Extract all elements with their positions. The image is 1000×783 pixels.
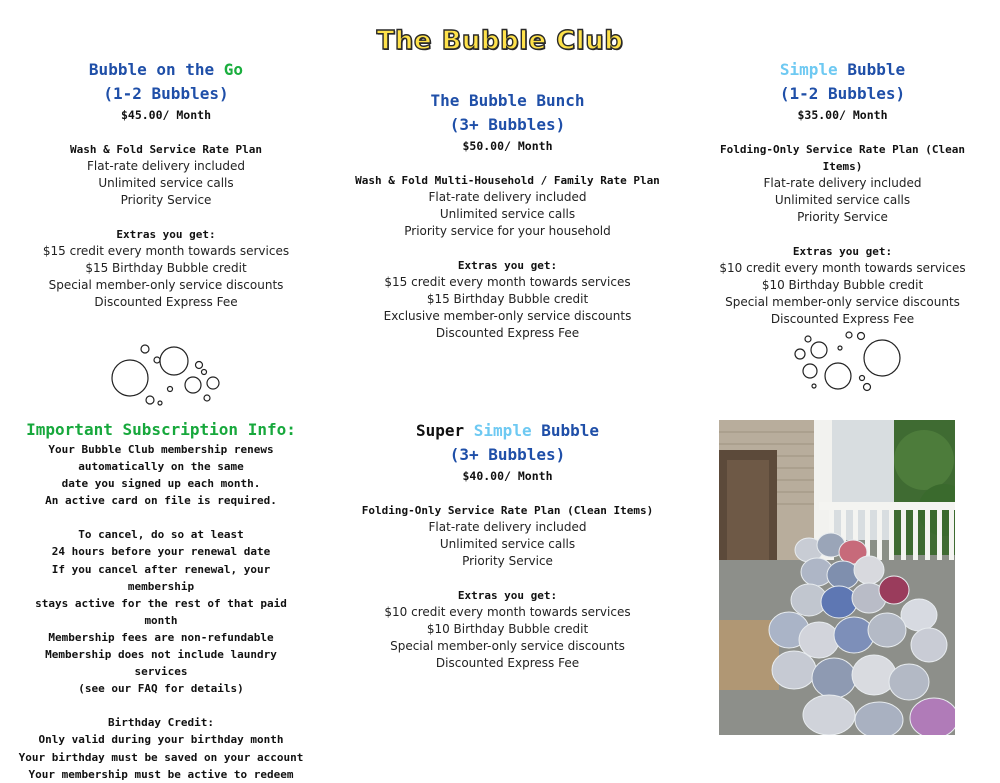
- extra-item: Discounted Express Fee: [94, 295, 238, 309]
- rate-plan: Folding-Only Service Rate Plan (Clean Items): [361, 504, 654, 517]
- extra-item: $10 credit every month towards services: [719, 261, 966, 275]
- birthday-title: Birthday Credit:: [108, 716, 214, 730]
- feature-item: Flat-rate delivery included: [87, 159, 245, 173]
- extra-item: $10 credit every month towards services: [384, 605, 631, 619]
- bubbles-icon: [105, 340, 225, 412]
- plan-price: $35.00/ Month: [797, 108, 888, 122]
- plan-title-part: Bubble: [541, 421, 600, 440]
- rate-plan: Wash & Fold Service Rate Plan: [69, 143, 263, 156]
- plan-bubbles: (3+ Bubbles): [449, 445, 566, 464]
- feature-item: Priority service for your household: [404, 224, 611, 238]
- feature-item: Priority Service: [120, 193, 212, 207]
- rate-plan: Wash & Fold Multi-Household / Family Rate Plan: [355, 174, 660, 187]
- info-line: Your birthday must be saved on your account: [18, 750, 304, 764]
- plan-title-accent: Simple: [473, 421, 532, 440]
- info-line: (see our FAQ for details): [78, 682, 244, 696]
- feature-item: Unlimited service calls: [439, 537, 576, 551]
- feature-item: Flat-rate delivery included: [428, 190, 587, 204]
- plan-bubbles: (1-2 Bubbles): [103, 84, 229, 103]
- plan-price: $50.00/ Month: [462, 139, 553, 153]
- info-line: If you cancel after renewal, your membership: [51, 562, 271, 593]
- info-line: automatically on the same: [78, 460, 244, 474]
- feature-item: Flat-rate delivery included: [428, 520, 587, 534]
- plan-title: The Bubble Bunch: [430, 91, 585, 110]
- card-required-note: An active card on file is required.: [45, 494, 277, 508]
- extra-item: $10 Birthday Bubble credit: [426, 622, 589, 636]
- extra-item: $15 Birthday Bubble credit: [426, 292, 589, 306]
- extra-item: Exclusive member-only service discounts: [383, 309, 632, 323]
- plan-title-accent: Simple: [779, 60, 838, 79]
- feature-item: Flat-rate delivery included: [763, 176, 922, 190]
- page-title: The Bubble Club: [376, 26, 624, 56]
- plan-price: $40.00/ Month: [462, 469, 553, 483]
- plan-title: [355, 419, 660, 443]
- info-line: To cancel, do so at least: [78, 528, 244, 542]
- extras-title: Extras you get:: [792, 245, 893, 258]
- info-line: Your membership must be active to redeem: [28, 767, 294, 781]
- extra-item: $15 credit every month towards services: [42, 244, 290, 258]
- extra-item: Discounted Express Fee: [435, 656, 580, 670]
- info-title: Important Subscription Info:: [26, 420, 296, 439]
- extra-item: Special member-only service discounts: [48, 278, 284, 292]
- feature-item: Unlimited service calls: [439, 207, 576, 221]
- feature-item: Unlimited service calls: [98, 176, 234, 190]
- extra-item: Discounted Express Fee: [770, 312, 915, 326]
- plan-bubble-bunch: [355, 89, 660, 342]
- extra-item: $15 credit every month towards services: [384, 275, 631, 289]
- extras-title: Extras you get:: [116, 228, 216, 241]
- non-refundable-note: Membership fees are non-refundable: [48, 630, 274, 644]
- info-line: stays active for the rest of that paid month: [35, 596, 287, 627]
- info-line: date you signed up each month.: [61, 477, 261, 491]
- subscription-info: [16, 419, 306, 783]
- feature-item: Priority Service: [797, 210, 888, 224]
- info-line: Membership does not include laundry services: [45, 648, 277, 679]
- plan-bubble-on-the-go: [26, 58, 306, 311]
- plan-title: [26, 58, 306, 82]
- plan-super-simple-bubble: [355, 419, 660, 672]
- feature-item: Priority Service: [462, 554, 553, 568]
- extra-item: $15 Birthday Bubble credit: [85, 261, 247, 275]
- plan-simple-bubble: [700, 58, 985, 328]
- plan-title-accent: Go: [223, 60, 244, 79]
- extras-title: Extras you get:: [457, 259, 558, 272]
- info-line: 24 hours before your renewal date: [51, 545, 271, 559]
- info-line: Only valid during your birthday month: [38, 733, 284, 747]
- extra-item: Special member-only service discounts: [390, 639, 625, 653]
- rate-plan: Folding-Only Service Rate Plan (Clean Items): [719, 143, 966, 173]
- extra-item: $10 Birthday Bubble credit: [761, 278, 924, 292]
- plan-title-part: Bubble: [847, 60, 906, 79]
- plan-price: $45.00/ Month: [120, 108, 211, 122]
- plan-title-part: Super: [415, 421, 465, 440]
- porch-laundry-bags-photo: [719, 420, 955, 735]
- info-line: Your Bubble Club membership renews: [48, 443, 274, 456]
- extra-item: Special member-only service discounts: [725, 295, 960, 309]
- bubbles-icon: [788, 328, 908, 396]
- extras-title: Extras you get:: [457, 589, 558, 602]
- extra-item: Discounted Express Fee: [435, 326, 580, 340]
- plan-title-part: Bubble on the: [88, 60, 215, 79]
- plan-bubbles: (3+ Bubbles): [449, 115, 566, 134]
- plan-title: [700, 58, 985, 82]
- plan-bubbles: (1-2 Bubbles): [779, 84, 906, 103]
- feature-item: Unlimited service calls: [774, 193, 911, 207]
